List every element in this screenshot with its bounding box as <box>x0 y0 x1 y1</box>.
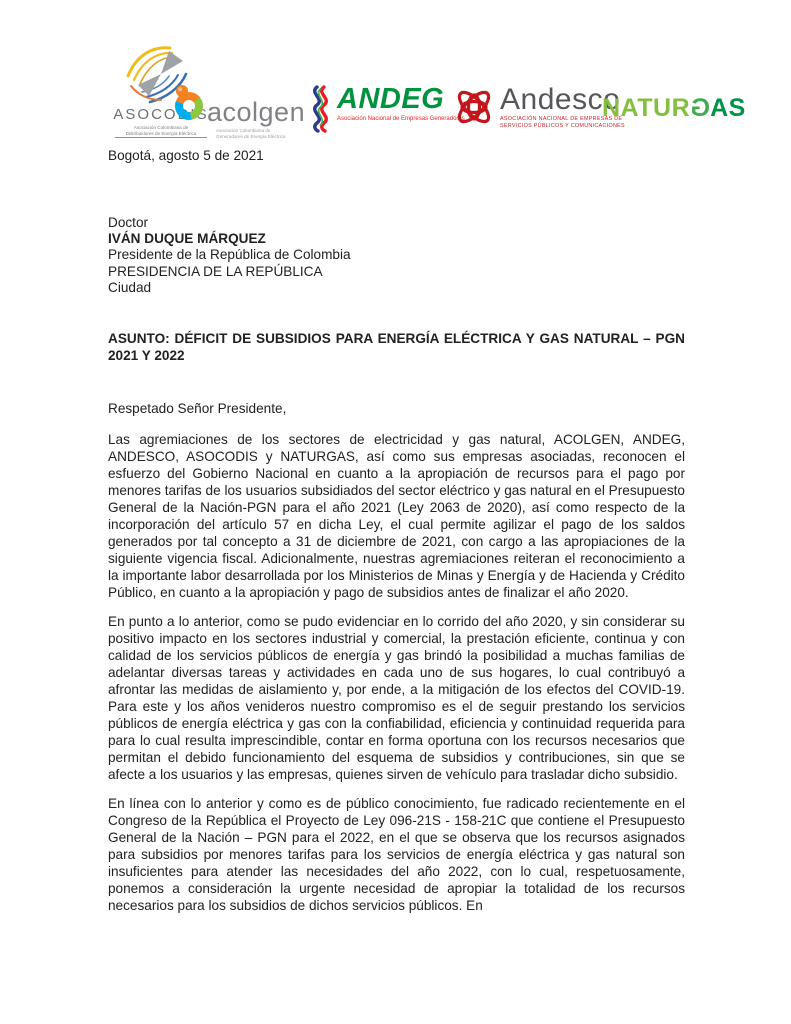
recipient-institution: PRESIDENCIA DE LA REPÚBLICA <box>108 263 323 279</box>
asocodis-tagline: Asociación Colombiana de Distribuidores de Energía Eléctrica <box>115 125 207 138</box>
andesco-knot-icon <box>450 82 498 137</box>
date-line: Bogotá, agosto 5 de 2021 <box>108 148 264 163</box>
andeg-logo <box>306 84 465 139</box>
recipient-block <box>108 215 685 296</box>
paragraph-1: Las agremiaciones de los sectores de electricidad y gas natural, ACOLGEN, ANDEG, ANDESCO, ASOCODIS y NATURGAS, así como sus empresas asociadas, reconocen el esfuerzo del Gobierno Nacional en cuanto a la apropiación de recursos para el pago por menores tarifas de los usuarios subsidiados del sector eléctrico y gas natural en el Presupuesto General de la Nación-PGN para el año 2021 (Ley 2063 de 2020), así como respecto de la incorporación del artículo 57 en dicha Ley, el cual permite agilizar el pago de los saldos generados por tal concepto a 31 de diciembre de 2021, con cargo a las apropiaciones de la siguiente vigencia fiscal. Adicionalmente, nuestras agremiaciones reiteran el reconocimiento a la importante labor desarrollada por los Ministerios de Minas y Energía y de Hacienda y Crédito Público, en cuanto a la apropiación y pago de subsidios antes de finalizar el año 2020. <box>108 432 685 601</box>
logo-band <box>0 0 791 145</box>
salutation: Respetado Señor Presidente, <box>108 401 287 417</box>
recipient-role: Presidente de la República de Colombia <box>108 247 351 263</box>
letter-body <box>108 147 685 926</box>
andesco-tagline: ASOCIACIÓN NACIONAL DE EMPRESAS DE SERVICIOS PÚBLICOS Y COMUNICACIONES <box>500 116 625 129</box>
andesco-logo <box>450 82 625 137</box>
acolgen-logo <box>172 84 312 139</box>
recipient-city: Ciudad <box>108 279 152 295</box>
subject-line: ASUNTO: DÉFICIT DE SUBSIDIOS PARA ENERGÍA ELÉCTRICA Y GAS NATURAL – PGN 2021 Y 2022 <box>108 331 685 364</box>
andeg-icon <box>306 84 334 139</box>
acolgen-tagline: Asociación Colombiana de Generadores de Energía Eléctrica <box>216 128 286 139</box>
naturgas-logo <box>602 94 746 123</box>
acolgen-wordmark: acolgen <box>207 97 306 127</box>
paragraph-3: En línea con lo anterior y como es de público conocimiento, fue radicado recientemente en el Congreso de la República el Proyecto de Ley 096-21S - 158-21C que contiene el Presupuesto General de la Nación – PGN para el 2022, en el que se observa que los recursos asignados para subsidios por menores tarifas para los servicios de energía eléctrica y gas natural son insuficientes para atender las necesidades del año 2022, con lo cual, respetuosamente, ponemos a consideración la urgente necesidad de apropiar la totalidad de los recursos necesarios para los subsidios de dichos servicios públicos. En <box>108 796 685 914</box>
recipient-name: IVÁN DUQUE MÁRQUEZ <box>108 231 266 247</box>
andesco-wordmark: Andesco <box>500 83 621 116</box>
paragraph-2: En punto a lo anterior, como se pudo evidenciar en lo corrido del año 2020, y sin considerar su positivo impacto en los sectores industrial y comercial, la prestación eficiente, continua y con calidad de los servicios públicos de energía y gas brindó la posibilidad a muchas familias de adelantar diversas tareas y actividades en cada uno de sus hogares, lo cual contribuyó a afrontar las medidas de aislamiento y, por ende, a la mitigación de los efectos del COVID-19. Para este y los años venideros nuestro compromiso es el de seguir prestando los servicios públicos de energía eléctrica y gas con la confiabilidad, eficiencia y continuidad requerida para para lo cual resulta imprescindible, contar en forma oportuna con los recursos necesarios que permitan el debido funcionamiento del esquema de subsidios y contribuciones, sin que se afecte a los usuarios y las empresas, quienes sirven de vehículo para trasladar dicho subsidio. <box>108 614 685 783</box>
acolgen-icon <box>172 84 206 127</box>
naturgas-mirrored-g: G <box>690 94 711 122</box>
asocodis-wordmark: ASOCODIS <box>113 106 209 123</box>
naturgas-wordmark-part2: AS <box>710 94 746 122</box>
recipient-title: Doctor <box>108 215 149 230</box>
andeg-tagline: Asociación Nacional de Empresas Generadoras <box>337 116 465 122</box>
naturgas-wordmark-part1: NATUR <box>602 94 691 122</box>
andeg-wordmark: ANDEG <box>337 83 445 115</box>
